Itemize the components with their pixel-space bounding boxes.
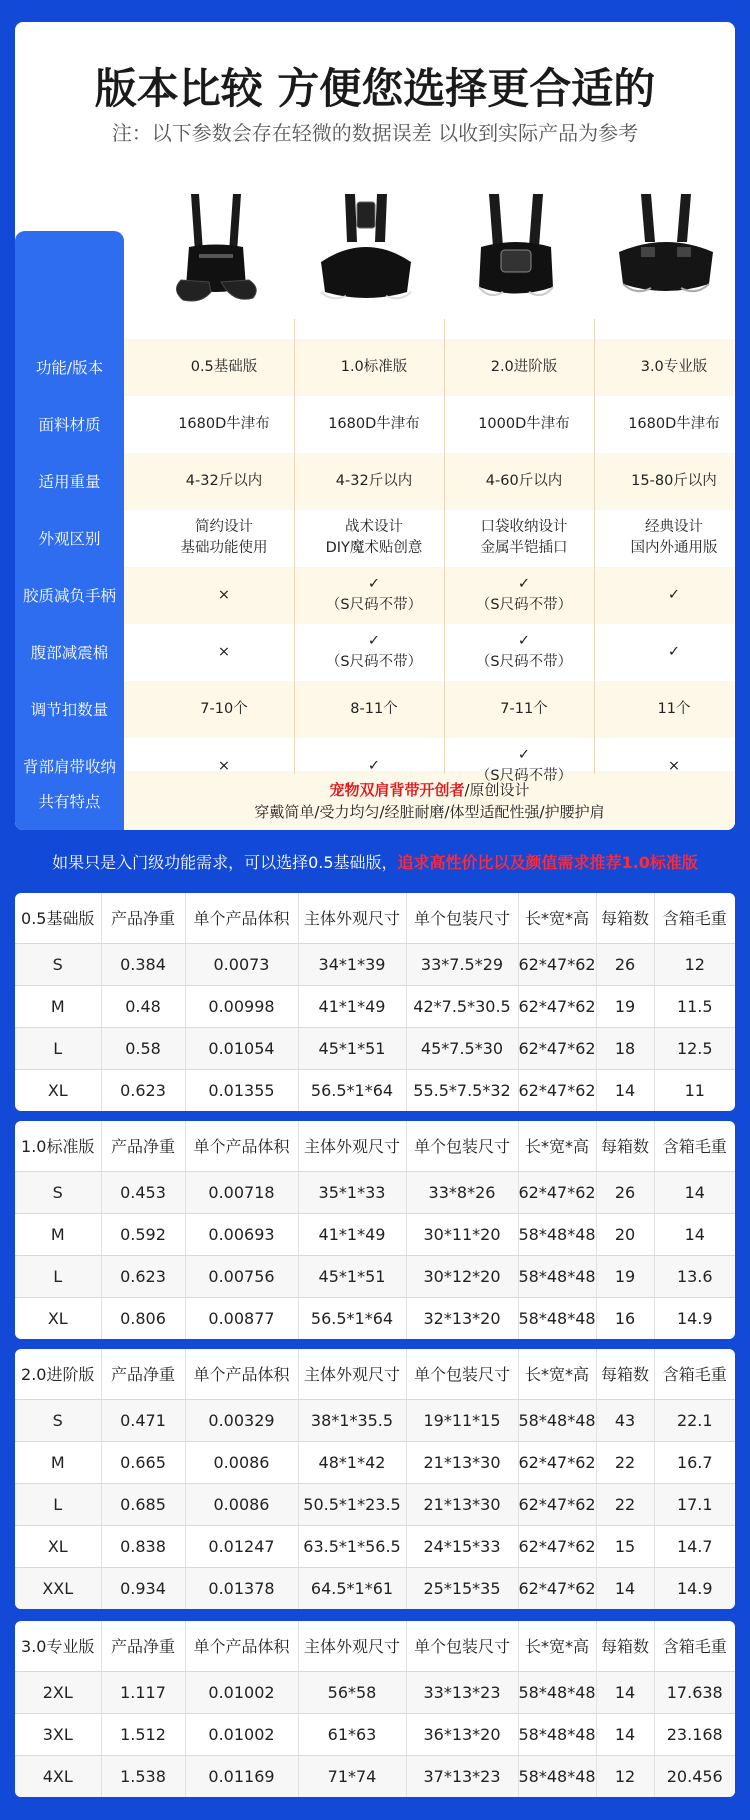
table-cell: 25*15*35 — [406, 1567, 518, 1609]
table-cell: 22 — [596, 1483, 654, 1525]
note-highlight: 追求高性价比以及颜值需求推荐1.0标准版 — [397, 853, 698, 872]
cell-line: 3.0专业版 — [640, 358, 708, 375]
table-cell: 14 — [654, 1171, 735, 1213]
table-cell: 23.168 — [654, 1713, 735, 1755]
table-cell: 22.1 — [654, 1399, 735, 1441]
table-row — [15, 1441, 735, 1483]
cell-line: × — [217, 757, 231, 774]
table-cell: 0.00693 — [185, 1213, 298, 1255]
table-cell: L — [15, 1027, 101, 1069]
table-header-cell: 每箱数 — [596, 893, 654, 943]
comparison-cell — [599, 510, 735, 566]
table-cell: 0.685 — [101, 1483, 185, 1525]
cell-line: × — [217, 586, 231, 603]
cell-line: ✓ — [517, 633, 531, 649]
row-label: 面料材质 — [38, 416, 101, 434]
comparison-cell — [299, 567, 449, 623]
table-cell: 0.00998 — [185, 985, 298, 1027]
table-cell: 62*47*62 — [518, 1483, 596, 1525]
table-cell: XL — [15, 1297, 101, 1339]
table-cell: 62*47*62 — [518, 985, 596, 1027]
table-cell: 0.01002 — [185, 1713, 298, 1755]
cell-line: 7-11个 — [500, 700, 548, 717]
row-label: 背部肩带收纳 — [22, 758, 116, 776]
table-header-cell: 2.0进阶版 — [15, 1349, 101, 1399]
comparison-cell — [599, 396, 735, 452]
spec-table-card — [15, 1349, 735, 1609]
spec-table — [15, 1621, 735, 1797]
cell-line: 口袋收纳设计 — [480, 519, 568, 535]
table-header-row — [15, 1621, 735, 1671]
spec-table — [15, 1349, 735, 1609]
table-row — [15, 1069, 735, 1111]
recommendation-note — [0, 850, 750, 873]
table-cell: 33*8*26 — [406, 1171, 518, 1213]
table-header-cell: 含箱毛重 — [654, 1121, 735, 1171]
comparison-cell — [599, 339, 735, 395]
table-cell: 15 — [596, 1525, 654, 1567]
row-label: 功能/版本 — [35, 359, 104, 377]
table-cell: S — [15, 1171, 101, 1213]
comparison-cell — [449, 624, 599, 680]
table-header-cell: 3.0专业版 — [15, 1621, 101, 1671]
cell-line: 简约设计 — [195, 519, 253, 535]
table-cell: 56*58 — [298, 1671, 406, 1713]
table-header-cell: 1.0标准版 — [15, 1121, 101, 1171]
table-cell: 12 — [654, 943, 735, 985]
table-cell: 62*47*62 — [518, 1027, 596, 1069]
cell-line: 1680D牛津布 — [178, 415, 270, 432]
comparison-cell — [449, 681, 599, 737]
cell-line: （S尺码不带） — [475, 654, 573, 670]
table-cell: 4XL — [15, 1755, 101, 1797]
table-cell: 0.00329 — [185, 1399, 298, 1441]
table-cell: 14.9 — [654, 1567, 735, 1609]
cell-line: 金属半铠插口 — [480, 540, 568, 556]
table-header-cell: 主体外观尺寸 — [298, 1121, 406, 1171]
table-cell: 0.0086 — [185, 1441, 298, 1483]
table-cell: M — [15, 1213, 101, 1255]
page-subtitle: 注：以下参数会存在轻微的数据误差 以收到实际产品为参考 — [111, 121, 639, 145]
table-header-cell: 每箱数 — [596, 1121, 654, 1171]
table-cell: 58*48*48 — [518, 1399, 596, 1441]
page-title: 版本比较 方便您选择更合适的 — [94, 64, 656, 113]
table-cell: 42*7.5*30.5 — [406, 985, 518, 1027]
table-cell: 38*1*35.5 — [298, 1399, 406, 1441]
table-cell: 61*63 — [298, 1713, 406, 1755]
table-row — [15, 1483, 735, 1525]
common-features — [124, 772, 735, 830]
row-label: 胶质减负手柄 — [22, 587, 116, 605]
table-cell: 26 — [596, 943, 654, 985]
table-cell: 0.665 — [101, 1441, 185, 1483]
comparison-card — [15, 22, 735, 830]
table-cell: 17.1 — [654, 1483, 735, 1525]
table-header-cell: 单个包装尺寸 — [406, 1621, 518, 1671]
table-cell: 0.453 — [101, 1171, 185, 1213]
table-cell: 58*48*48 — [518, 1713, 596, 1755]
table-cell: 14 — [596, 1567, 654, 1609]
row-label: 适用重量 — [38, 473, 101, 491]
comparison-cell — [449, 396, 599, 452]
comparison-cell — [149, 339, 299, 395]
common-features-line2: 穿戴简单/受力均匀/经脏耐磨/体型适配性强/护腰护肩 — [254, 803, 605, 821]
table-cell: 63.5*1*56.5 — [298, 1525, 406, 1567]
cell-line: ✓ — [517, 576, 531, 592]
table-cell: M — [15, 985, 101, 1027]
table-cell: 0.0086 — [185, 1483, 298, 1525]
table-cell: 58*48*48 — [518, 1755, 596, 1797]
table-row — [15, 943, 735, 985]
cell-line: 11个 — [657, 700, 691, 717]
table-row — [15, 1297, 735, 1339]
table-cell: 0.00718 — [185, 1171, 298, 1213]
comparison-cell — [599, 453, 735, 509]
table-cell: 55.5*7.5*32 — [406, 1069, 518, 1111]
table-header-cell: 长*宽*高 — [518, 1121, 596, 1171]
cell-line: 国内外通用版 — [630, 540, 718, 556]
cell-line: 1680D牛津布 — [628, 415, 720, 432]
table-cell: 32*13*20 — [406, 1297, 518, 1339]
table-cell: 19 — [596, 1255, 654, 1297]
cell-line: ✓ — [667, 586, 681, 603]
comparison-cell — [299, 624, 449, 680]
table-cell: 33*7.5*29 — [406, 943, 518, 985]
cell-line: 1000D牛津布 — [478, 415, 570, 432]
cell-line: ✓ — [667, 643, 681, 660]
table-cell: 62*47*62 — [518, 1567, 596, 1609]
comparison-cell — [299, 681, 449, 737]
cell-line: 4-60斤以内 — [485, 472, 563, 489]
spec-table-card — [15, 893, 735, 1111]
table-cell: 33*13*23 — [406, 1671, 518, 1713]
comparison-cell — [449, 567, 599, 623]
table-cell: L — [15, 1483, 101, 1525]
cell-line: 经典设计 — [645, 519, 703, 535]
cell-line: 7-10个 — [200, 700, 248, 717]
product-image-0-5 — [161, 192, 271, 312]
table-cell: 11 — [684, 1080, 705, 1100]
table-cell: 0.806 — [101, 1297, 185, 1339]
common-features-line1 — [329, 779, 529, 801]
table-header-cell: 单个产品体积 — [185, 1621, 298, 1671]
table-header-row — [15, 1349, 735, 1399]
cell-line: × — [217, 643, 231, 660]
table-cell: 24*15*33 — [406, 1525, 518, 1567]
cell-line: ✓ — [367, 576, 381, 592]
table-cell: 19 — [596, 985, 654, 1027]
comparison-cell — [299, 453, 449, 509]
table-header-cell: 单个包装尺寸 — [406, 1349, 518, 1399]
table-cell: S — [15, 943, 101, 985]
table-cell: 30*12*20 — [406, 1255, 518, 1297]
table-cell: 0.58 — [101, 1027, 185, 1069]
table-cell: 0.471 — [101, 1399, 185, 1441]
table-cell: 62*47*62 — [518, 1171, 596, 1213]
table-cell: 26 — [596, 1171, 654, 1213]
table-row — [15, 985, 735, 1027]
table-header-cell: 单个包装尺寸 — [406, 893, 518, 943]
table-cell: 20 — [596, 1213, 654, 1255]
cell-line: 4-32斤以内 — [335, 472, 413, 489]
table-cell: 2XL — [15, 1671, 101, 1713]
table-header-cell: 单个产品体积 — [185, 893, 298, 943]
cell-line: 0.5基础版 — [190, 358, 258, 375]
table-cell: 71*74 — [298, 1755, 406, 1797]
cell-line: （S尺码不带） — [325, 597, 423, 613]
comparison-cell — [149, 681, 299, 737]
table-cell: 0.01054 — [185, 1027, 298, 1069]
row-label-common: 共有特点 — [38, 793, 101, 811]
table-cell: 1.538 — [101, 1755, 185, 1797]
table-row — [15, 1525, 735, 1567]
table-cell: S — [15, 1399, 101, 1441]
table-cell: 0.48 — [101, 985, 185, 1027]
table-row — [15, 1027, 735, 1069]
row-label: 外观区别 — [38, 530, 101, 548]
table-cell: 0.623 — [101, 1069, 185, 1111]
table-cell: 0.01247 — [185, 1525, 298, 1567]
table-cell: 0.00756 — [185, 1255, 298, 1297]
table-header-cell: 产品净重 — [101, 893, 185, 943]
table-cell: 36*13*20 — [406, 1713, 518, 1755]
table-cell: 21*13*30 — [406, 1483, 518, 1525]
table-cell: L — [15, 1255, 101, 1297]
table-header-cell: 单个产品体积 — [185, 1121, 298, 1171]
comparison-cell — [299, 396, 449, 452]
cell-line: ✓ — [367, 757, 381, 774]
table-cell: 0.01378 — [185, 1567, 298, 1609]
spec-table-card — [15, 1121, 735, 1339]
table-header-cell: 含箱毛重 — [654, 1349, 735, 1399]
table-cell: 20.456 — [654, 1755, 735, 1797]
table-cell: 3XL — [15, 1713, 101, 1755]
comparison-cell — [149, 396, 299, 452]
product-image-3-0 — [611, 192, 721, 312]
cell-line: 4-32斤以内 — [185, 472, 263, 489]
table-cell: 58*48*48 — [518, 1297, 596, 1339]
comparison-cell — [149, 624, 299, 680]
comparison-cell — [599, 567, 735, 623]
comparison-cell — [149, 453, 299, 509]
table-row — [15, 1399, 735, 1441]
table-cell: 37*13*23 — [406, 1755, 518, 1797]
table-cell: 12.5 — [654, 1027, 735, 1069]
table-row — [15, 1713, 735, 1755]
table-cell: 45*7.5*30 — [406, 1027, 518, 1069]
table-cell: 1.117 — [101, 1671, 185, 1713]
table-header-cell: 单个产品体积 — [185, 1349, 298, 1399]
cell-line: 8-11个 — [350, 700, 398, 717]
table-cell: 0.01169 — [185, 1755, 298, 1797]
product-image-1-0 — [311, 192, 421, 312]
table-header-cell: 含箱毛重 — [654, 1621, 735, 1671]
table-cell: 58*48*48 — [518, 1255, 596, 1297]
table-cell: 22 — [596, 1441, 654, 1483]
cell-line: （S尺码不带） — [475, 597, 573, 613]
table-cell: 0.384 — [101, 943, 185, 985]
cell-line: 基础功能使用 — [180, 540, 268, 556]
table-row — [15, 1171, 735, 1213]
table-cell: 14.9 — [676, 1308, 713, 1328]
table-cell: 41*1*49 — [298, 1213, 406, 1255]
cell-line: 战术设计 — [345, 519, 403, 535]
table-cell: 62*47*62 — [518, 1069, 596, 1111]
table-cell: 34*1*39 — [298, 943, 406, 985]
table-cell: 0.623 — [101, 1255, 185, 1297]
table-cell: 58*48*48 — [518, 1671, 596, 1713]
table-row — [15, 1255, 735, 1297]
comparison-cell — [449, 339, 599, 395]
table-cell: 13.6 — [654, 1255, 735, 1297]
table-cell: 0.592 — [101, 1213, 185, 1255]
spec-table — [15, 893, 735, 1111]
table-cell: 0.0073 — [185, 943, 298, 985]
table-cell: 16 — [596, 1297, 654, 1339]
table-cell: 21*13*30 — [406, 1441, 518, 1483]
table-cell: 62*47*62 — [518, 1441, 596, 1483]
table-header-row — [15, 893, 735, 943]
comparison-cell — [599, 624, 735, 680]
table-cell: 62*47*62 — [518, 1525, 596, 1567]
cell-line: 1.0标准版 — [340, 358, 408, 375]
table-header-cell: 主体外观尺寸 — [298, 1621, 406, 1671]
table-cell: 58*48*48 — [518, 1213, 596, 1255]
table-header-cell: 产品净重 — [101, 1349, 185, 1399]
table-header-cell: 每箱数 — [596, 1349, 654, 1399]
table-cell: 56.5*1*64 — [298, 1297, 406, 1339]
cell-line: （S尺码不带） — [325, 654, 423, 670]
comparison-cell — [449, 453, 599, 509]
table-cell: 35*1*33 — [298, 1171, 406, 1213]
spec-table-card — [15, 1621, 735, 1797]
table-cell: 16.7 — [654, 1441, 735, 1483]
table-cell: 62*47*62 — [518, 943, 596, 985]
table-header-cell: 主体外观尺寸 — [298, 893, 406, 943]
table-header-cell: 长*宽*高 — [518, 893, 596, 943]
table-cell: 12 — [596, 1755, 654, 1797]
cell-line: （S尺码不带） — [475, 768, 573, 784]
comparison-cell — [149, 567, 299, 623]
table-row — [15, 1213, 735, 1255]
table-cell: 30*11*20 — [406, 1213, 518, 1255]
table-cell: 48*1*42 — [298, 1441, 406, 1483]
table-cell: 0.01355 — [185, 1069, 298, 1111]
table-header-row — [15, 1121, 735, 1171]
row-label: 腹部减震棉 — [30, 644, 109, 662]
table-cell: 0.00877 — [185, 1297, 298, 1339]
table-cell: 45*1*51 — [298, 1027, 406, 1069]
table-cell: 14 — [654, 1213, 735, 1255]
table-cell: 14 — [596, 1069, 654, 1111]
table-cell: 14 — [596, 1671, 654, 1713]
table-cell: XXL — [15, 1567, 101, 1609]
table-cell: 1.512 — [101, 1713, 185, 1755]
table-cell: 19*11*15 — [406, 1399, 518, 1441]
cell-line: DIY魔术贴创意 — [325, 540, 423, 556]
cell-line: 2.0进阶版 — [490, 358, 558, 375]
common-after: /原创设计 — [464, 781, 530, 799]
table-row — [15, 1567, 735, 1609]
table-header-cell: 产品净重 — [101, 1621, 185, 1671]
cell-line: 1680D牛津布 — [328, 415, 420, 432]
cell-line: ✓ — [517, 747, 531, 763]
comparison-cell — [599, 681, 735, 737]
table-header-cell: 0.5基础版 — [15, 893, 101, 943]
table-cell: XL — [15, 1069, 101, 1111]
cell-line: 15-80斤以内 — [631, 472, 717, 489]
spec-table — [15, 1121, 735, 1339]
table-header-cell: 单个包装尺寸 — [406, 1121, 518, 1171]
table-header-cell: 每箱数 — [596, 1621, 654, 1671]
comparison-cell — [299, 339, 449, 395]
common-highlight: 宠物双肩背带开创者 — [329, 781, 465, 799]
table-header-cell: 主体外观尺寸 — [298, 1349, 406, 1399]
table-cell: 41*1*49 — [298, 985, 406, 1027]
table-cell: 64.5*1*61 — [298, 1567, 406, 1609]
product-image-2-0 — [461, 192, 571, 312]
table-row — [15, 1755, 735, 1797]
table-cell: 43 — [596, 1399, 654, 1441]
table-cell: 56.5*1*64 — [298, 1069, 406, 1111]
table-row — [15, 1671, 735, 1713]
table-header-cell: 长*宽*高 — [518, 1621, 596, 1671]
note-text: 如果只是入门级功能需求，可以选择0.5基础版， — [52, 853, 398, 872]
cell-line: ✓ — [367, 633, 381, 649]
table-header-cell: 产品净重 — [101, 1121, 185, 1171]
comparison-cell — [449, 510, 599, 566]
table-cell: M — [15, 1441, 101, 1483]
row-label: 调节扣数量 — [30, 701, 109, 719]
table-cell: 14 — [596, 1713, 654, 1755]
table-cell: 11.5 — [654, 985, 735, 1027]
table-cell: 45*1*51 — [298, 1255, 406, 1297]
table-cell: 17.638 — [654, 1671, 735, 1713]
table-cell: 50.5*1*23.5 — [298, 1483, 406, 1525]
table-cell: 0.01002 — [185, 1671, 298, 1713]
cell-line: × — [667, 757, 681, 774]
table-cell: XL — [15, 1525, 101, 1567]
table-cell: 14.7 — [654, 1525, 735, 1567]
table-cell: 18 — [596, 1027, 654, 1069]
comparison-cell — [299, 510, 449, 566]
table-header-cell: 含箱毛重 — [654, 893, 735, 943]
table-header-cell: 长*宽*高 — [518, 1349, 596, 1399]
comparison-cell — [149, 510, 299, 566]
table-cell: 0.934 — [101, 1567, 185, 1609]
table-cell: 0.838 — [101, 1525, 185, 1567]
